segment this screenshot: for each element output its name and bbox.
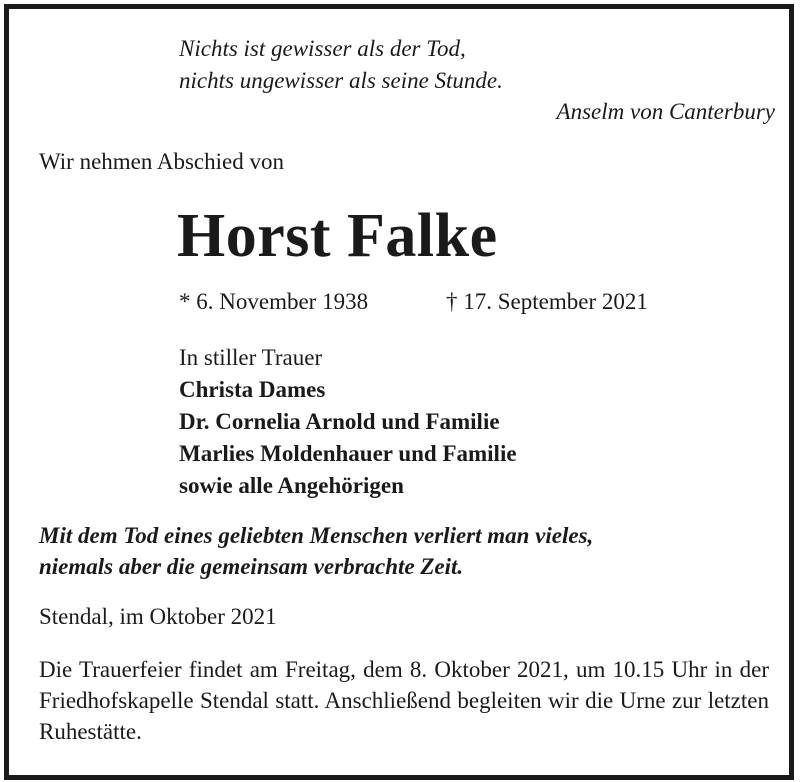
opening-quote	[179, 33, 503, 97]
life-dates	[179, 286, 648, 318]
intro-text: Wir nehmen Abschied von	[39, 149, 284, 174]
mourner-name: Marlies Moldenhauer und Familie	[179, 441, 517, 466]
place-and-date: Stendal, im Oktober 2021	[39, 604, 277, 629]
obituary-frame	[4, 4, 794, 780]
memorial-saying	[39, 520, 593, 582]
mourner-name: Christa Dames	[179, 377, 326, 402]
birth-date: * 6. November 1938	[179, 289, 369, 314]
quote-line-2: nichts ungewisser als seine Stunde.	[179, 68, 503, 93]
saying-line-2: niemals aber die gemeinsam verbrachte Zeit.	[39, 554, 464, 579]
mourners-block	[179, 342, 517, 502]
quote-author: Anselm von Canterbury	[556, 99, 775, 124]
death-date: † 17. September 2021	[446, 289, 648, 314]
mourner-name: Dr. Cornelia Arnold und Familie	[179, 409, 500, 434]
quote-line-1: Nichts ist gewisser als der Tod,	[179, 36, 466, 61]
deceased-name: Horst Falke	[177, 202, 498, 270]
mourners-heading: In stiller Trauer	[179, 345, 323, 370]
saying-line-1: Mit dem Tod eines geliebten Menschen verliert man vieles,	[39, 523, 594, 548]
funeral-notice: Die Trauerfeier findet am Freitag, dem 8. Oktober 2021, um 10.15 Uhr in der Friedhofskapelle Stendal statt. Anschließend begleiten wir die Urne zur letzten Ruhestätte.	[39, 657, 769, 744]
mourner-name: sowie alle Angehörigen	[179, 473, 404, 498]
